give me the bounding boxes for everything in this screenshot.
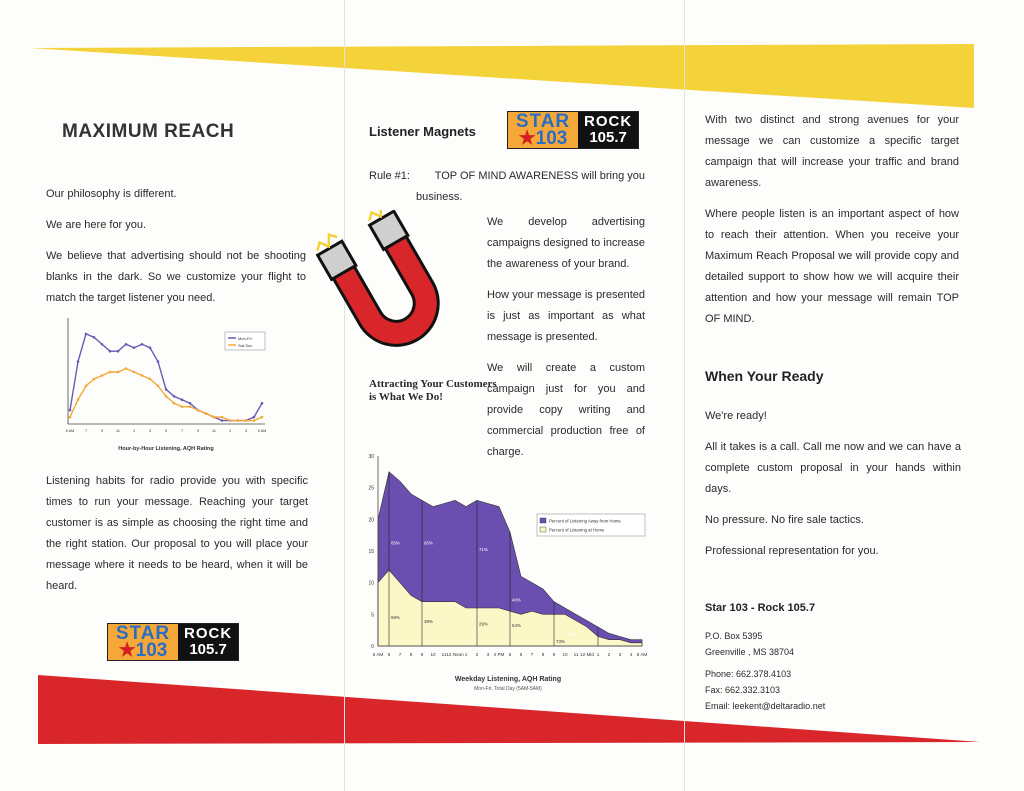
line-point [125,343,128,346]
line-point [253,419,256,422]
star-text: STAR [115,623,171,644]
area-annotation: 40% [512,597,521,603]
rock-105-logo-mid [578,112,638,148]
line-chart-caption: Hour-by-Hour Listening, AQH Rating [118,446,214,452]
rule-prefix: Rule #1: [369,170,410,182]
area-x-tick: 10 [430,652,436,657]
left-intro [46,184,306,319]
rock-105-logo [178,624,238,660]
left-title: MAXIMUM REACH [62,121,235,142]
area-chart-title: Weekday Listening, AQH Rating [454,676,562,683]
contact-title: Star 103 - Rock 105.7 [705,602,816,614]
line-point [181,398,184,401]
line-point [229,419,232,422]
line-point [173,395,176,398]
area-y-tick: 0 [371,644,374,650]
fold-line-1 [344,0,345,791]
right-paragraph-5: No pressure. No fire sale tactics. [705,514,864,526]
line-x-tick: 1 [132,429,136,433]
line-point [93,336,96,339]
middle-paragraph-3: We will create a custom campaign just for you and provide copy writing and commercial production free of charge. [487,362,645,458]
line-point [165,388,168,391]
line-point [117,371,120,374]
star-text-mid: STAR [515,111,571,132]
left-paragraph-4: Listening habits for radio provide you with specific times to run your message. Reaching your target customer is as simple as choosing the right time and the right station. Our proposal to you will place your message where it needs to be heard, when it will be heard. [46,475,308,592]
star-103-logo [108,624,178,660]
line-point [245,419,248,422]
area-x-tick: 4 PM [493,652,505,657]
area-x-tick: 5 [508,652,512,657]
rule-text [369,166,645,208]
line-point [125,367,128,370]
line-x-tick: 5 AM [257,429,267,433]
station-logo-left [107,623,239,661]
magnet-icon [312,210,477,375]
area-x-tick: 8 [541,652,545,657]
line-point [85,385,88,388]
area-annotation: 54% [512,623,521,628]
area-annotation: 69% [391,614,400,620]
right-paragraph-6: Professional representation for you. [705,545,879,557]
area-x-tick: 12 Mid [580,652,594,657]
middle-paragraph-1: We develop advertising campaigns designed to increase the awareness of your brand. [487,216,645,270]
line-point [69,416,72,419]
line-point [93,378,96,381]
line-point [261,402,264,405]
line-point [205,412,208,415]
station-logo-middle [507,111,639,149]
area-x-tick: 8 [409,652,413,657]
line-point [189,405,192,408]
area-annotation: 65% [424,540,433,546]
middle-title: Listener Magnets [369,124,476,139]
right-paragraph-1: With two distinct and strong avenues for your message we can customize a specific target campaign that will increase your traffic and brand awareness. [705,114,959,189]
legend-home: Percent of Listening at Home [549,527,605,533]
area-annotation: 39% [424,619,433,625]
star-number-mid: ★103 [518,128,568,149]
area-y-tick: 30 [368,454,374,460]
left-paragraph-2: We are here for you. [46,219,147,231]
line-point [101,374,104,377]
weekday-area-chart [362,450,652,710]
line-x-tick: 3 [244,429,248,433]
rock-number: 105.7 [189,641,227,658]
star-103-logo-mid [508,112,578,148]
line-chart-legend [225,332,265,350]
contact-block [705,628,905,714]
middle-paragraph-2: How your message is presented is just as important as what message is presented. [487,289,645,343]
line-point [69,409,72,412]
line-point [133,371,136,374]
area-annotation: 71% [479,547,488,552]
line-point [181,405,184,408]
area-x-tick: 4 [629,652,633,657]
line-x-tick: 11 [212,429,216,433]
right-paragraph-3: We're ready! [705,410,767,422]
line-point [189,402,192,405]
right-title: When Your Ready [705,368,824,384]
area-chart-legend [537,514,645,536]
area-x-tick: 7 [530,652,534,657]
line-point [101,343,104,346]
area-x-tick: 3 [486,652,490,657]
line-point [117,350,120,353]
line-point [165,395,168,398]
left-paragraph-1: Our philosophy is different. [46,188,177,200]
hourly-line-chart [50,312,280,457]
star-number: ★103 [118,640,168,661]
line-x-tick: 9 [196,429,200,433]
line-point [197,409,200,412]
line-point [133,346,136,349]
star-number-text-mid: 103 [535,128,568,149]
area-x-tick: 2 [607,652,611,657]
email-link[interactable]: Email: leekent@deltaradio.net [705,701,826,711]
rule-body: TOP OF MIND AWARENESS will bring you [434,170,645,182]
line-point [141,374,144,377]
legend-mon-fri: Mon-Fri [238,336,252,341]
legend-away: Percent of Listening Away from Home [549,518,621,524]
area-annotation: 27% [567,631,576,637]
star-number-text: 103 [135,640,168,661]
area-x-tick: 11 [441,652,447,657]
line-x-tick: 7 [84,429,88,433]
area-annotation: 29% [479,621,488,627]
area-x-tick: 12 Noon [446,652,464,657]
area-x-tick: 6 [387,652,391,657]
area-y-tick: 20 [368,517,374,524]
left-paragraph-3: We believe that advertising should not be shooting blanks in the dark. So we customize your flight to match the target listener you need. [46,250,306,304]
line-point [149,346,152,349]
line-point [221,416,224,419]
area-x-tick: 5 AM [372,652,384,657]
line-point [221,419,224,422]
area-x-tick: 10 [562,652,568,657]
right-paragraph-2: Where people listen is an important aspect of how to reach their attention. When you receive your Maximum Reach Proposal we will provide copy and detailed support to show how we will acquire their attention and how your message will remain TOP OF MIND. [705,208,959,325]
fold-line-2 [684,0,685,791]
line-x-tick: 7 [180,429,184,433]
rock-number-mid: 105.7 [589,129,627,146]
line-point [173,402,176,405]
line-x-tick: 9 [100,429,104,433]
right-intro [705,110,959,340]
line-point [77,360,80,363]
area-chart-subtitle: Mon-Fri, Total Day (5AM-5AM) [474,686,542,692]
right-paragraph-4: All it takes is a call. Call me now and we can have a complete custom proposal in your hands within days. [705,441,961,495]
area-annotation: 73% [556,638,565,644]
line-x-tick: 1 [228,429,232,433]
line-x-tick: 11 [116,429,120,433]
address-line-2: Greenville , MS 38704 [705,647,795,657]
line-point [77,398,80,401]
middle-body [487,212,645,473]
magnet-caption-line-1: Attracting Your Customers [369,378,497,390]
magnet-caption [369,378,497,404]
area-x-tick: 7 [398,652,402,657]
area-x-tick: 11 [573,652,579,657]
line-point [149,378,152,381]
area-y-tick: 5 [371,612,374,619]
yellow-band [0,0,1024,120]
rock-text: ROCK [184,625,233,642]
legend-sat-sun: Sat-Sun [238,343,253,348]
line-x-tick: 5 [164,429,168,433]
line-point [109,350,112,353]
area-y-tick: 10 [368,580,374,587]
address-line-1: P.O. Box 5395 [705,631,763,641]
line-point [85,333,88,336]
area-x-tick: 9 [552,652,556,657]
area-x-tick: 3 [618,652,622,657]
fax-number: Fax: 662.332.3103 [705,685,781,695]
area-y-tick: 25 [368,485,374,492]
line-series-2 [70,369,262,421]
line-x-tick: 3 [148,429,152,433]
line-point [157,385,160,388]
area-x-tick: 1 [596,652,600,657]
line-point [109,371,112,374]
rule-body-2: business. [416,191,463,203]
line-x-tick: 5 AM [65,429,75,433]
magnet-caption-line-2: is What We Do! [369,391,443,403]
area-x-tick: 5 AM [636,652,648,657]
line-point [253,416,256,419]
right-body [705,406,961,572]
area-x-tick: 2 [475,652,479,657]
line-point [213,416,216,419]
rock-text-mid: ROCK [584,113,633,130]
area-y-tick: 15 [368,549,374,555]
line-point [261,416,264,419]
line-point [157,360,160,363]
area-annotation: 65% [391,540,400,546]
area-x-tick: 6 [519,652,523,657]
area-x-tick: 9 [420,652,424,657]
area-x-tick: 1 [464,652,468,657]
phone-number: Phone: 662.378.4103 [705,669,792,679]
line-point [237,419,240,422]
line-point [141,343,144,346]
